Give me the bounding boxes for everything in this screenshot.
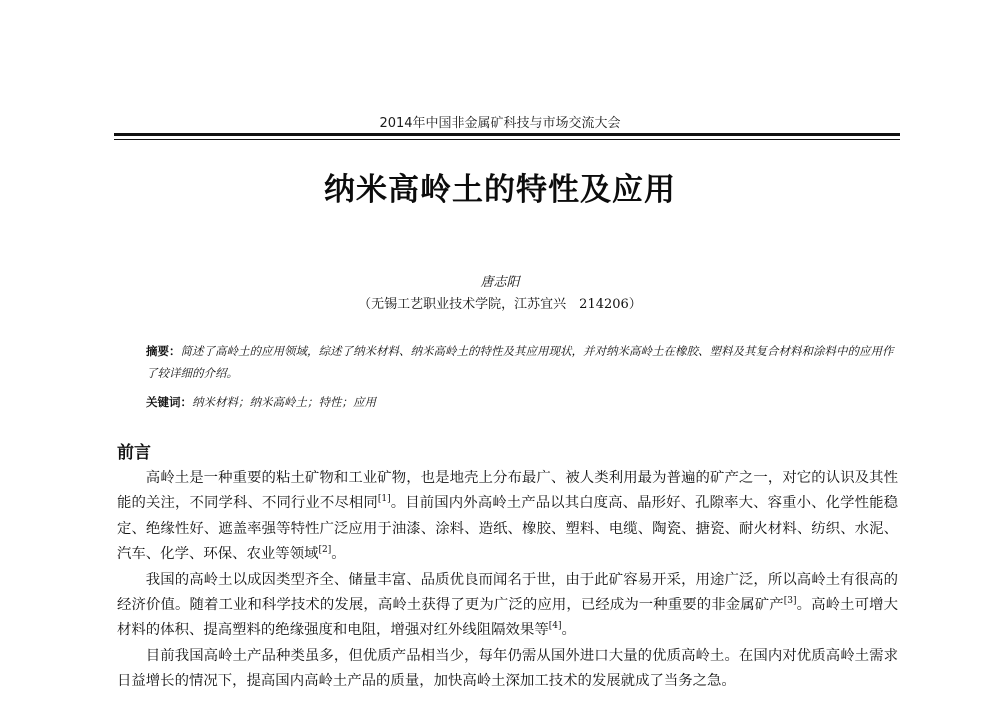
paragraph-text: 。 (561, 622, 576, 639)
paragraph-text: 高岭土是一种重要的粘土矿物和工业矿物，也是地壳上分布最广、被人类利用最为普遍的矿产之一，对它的认识及其性能的关注，不同学科、不同行业不尽相同 (117, 470, 898, 512)
paragraph-3 (117, 644, 898, 695)
paragraph-text: 。目前国内外高岭土产品以其白度高、晶形好、孔隙率大、容重小、化学性能稳定、绝缘性好、遮盖率强等特性广泛应用于油漆、涂料、造纸、橡胶、塑料、电缆、陶瓷、搪瓷、耐火材料、纺织、水泥、汽车、化学、环保、农业等领域 (117, 495, 898, 563)
citation-ref: [1] (377, 494, 391, 505)
citation-ref: [2] (318, 545, 332, 556)
paper-title: 纳米高岭土的特性及应用 (324, 172, 676, 208)
running-header: 2014年中国非金属矿科技与市场交流大会 (379, 116, 621, 131)
paragraph-1 (117, 466, 898, 568)
author-affiliation: （无锡工艺职业技术学院，江苏宜兴 214206） (358, 297, 642, 312)
paragraph-text: 目前我国高岭土产品种类虽多，但优质产品相当少，每年仍需从国外进口大量的优质高岭土。在国内对优质高岭土需求日益增长的情况下，提高国内高岭土产品的质量，加快高岭土深加工技术的发展就成了当务之急。 (117, 647, 898, 690)
paragraph-text: 我国的高岭土以成因类型齐全、储量丰富、品质优良而闻名于世，由于此矿容易开采，用途广泛，所以高岭土有很高的经济价值。随着工业和科学技术的发展，高岭土获得了更为广泛的应用，已经成为一种重要的非金属矿产 (117, 571, 898, 614)
header-rule-thin (114, 139, 900, 140)
keywords (146, 392, 898, 412)
abstract-text: 简述了高岭土的应用领域，综述了纳米材料、纳米高岭土的特性及其应用现状，并对纳米高岭土在橡胶、塑料及其复合材料和涂料中的应用作了较详细的介绍。 (146, 344, 894, 380)
abstract-label: 摘要： (146, 344, 181, 358)
author-name: 唐志阳 (480, 275, 520, 290)
paragraph-text: 。高岭土可增大材料的体积、提高塑料的绝缘强度和电阻，增强对红外线阻隔效果等 (117, 597, 898, 639)
section-heading-intro: 前言 (117, 443, 151, 463)
header-rule-thick (114, 133, 900, 136)
keywords-label: 关键词： (146, 395, 192, 409)
paragraph-2 (117, 568, 898, 644)
citation-ref: [4] (548, 621, 562, 632)
body-text (117, 466, 898, 695)
abstract (146, 340, 898, 384)
keywords-text: 纳米材料；纳米高岭土；特性；应用 (192, 395, 376, 409)
citation-ref: [3] (783, 596, 797, 607)
paragraph-text: 。 (331, 546, 346, 563)
